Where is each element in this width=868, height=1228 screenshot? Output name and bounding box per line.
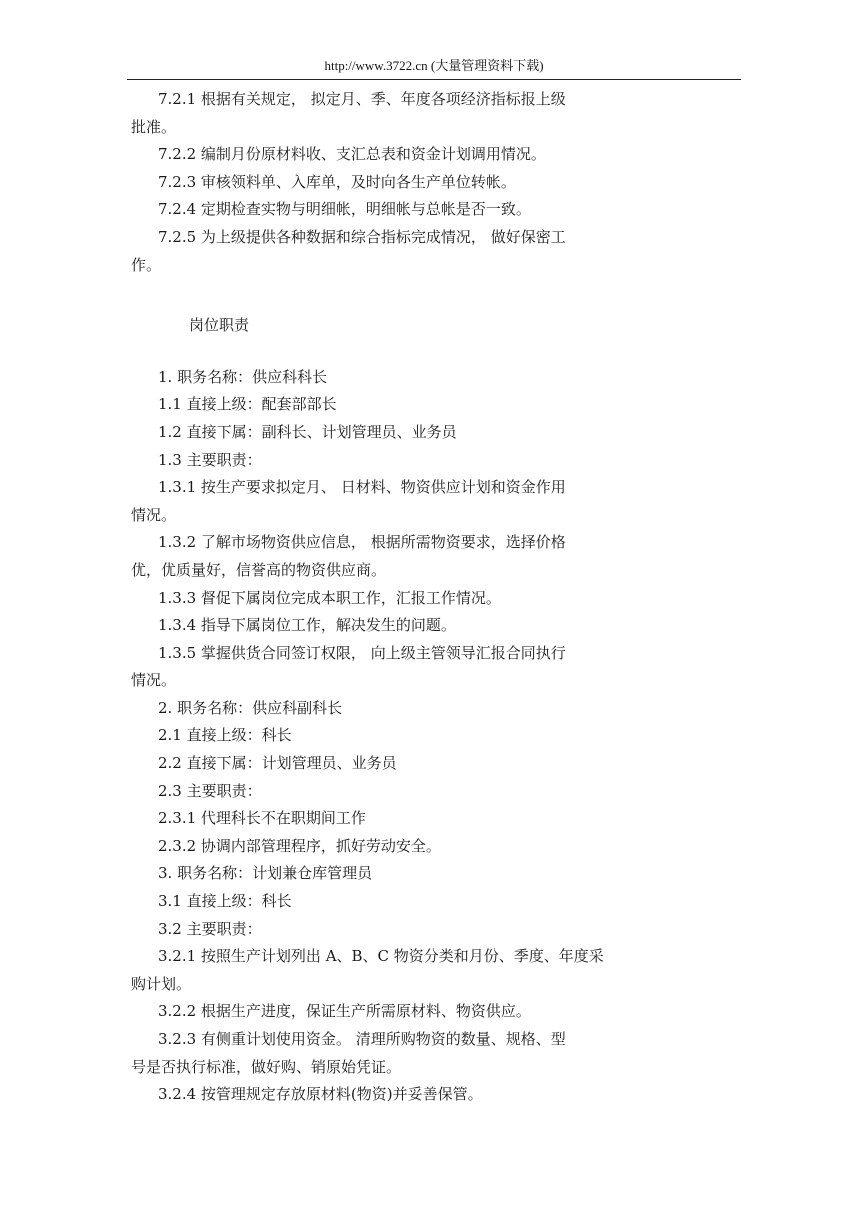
paragraph-line: 2.2 直接下属：计划管理员、业务员 (158, 754, 397, 773)
paragraph-line: 1.3.2 了解市场物资供应信息， 根据所需物资要求，选择价格 (158, 533, 566, 552)
paragraph-line: 3.2.1 按照生产计划列出 A、B、C 物资分类和月份、季度、年度采 (158, 947, 604, 966)
paragraph-line: 3.2.4 按管理规定存放原材料(物资)并妥善保管。 (158, 1085, 483, 1104)
paragraph-line: 2.3.1 代理科长不在职期间工作 (158, 809, 366, 828)
paragraph-line: 3.2.3 有侧重计划使用资金。 清理所购物资的数量、规格、型 (158, 1030, 566, 1048)
page-header: http://www.3722.cn (大量管理资料下载) (324, 58, 544, 73)
document-body (131, 86, 611, 1109)
paragraph-line: 7.2.1 根据有关规定， 拟定月、季、年度各项经济指标报上级 (158, 90, 566, 108)
paragraph-line: 3.2.2 根据生产进度，保证生产所需原材料、物资供应。 (158, 1002, 531, 1021)
paragraph-line: 7.2.3 审核领料单、入库单，及时向各生产单位转帐。 (158, 172, 516, 191)
paragraph-line: 批准。 (131, 117, 177, 136)
paragraph-line: 1. 职务名称：供应科科长 (158, 367, 328, 386)
paragraph-line: 2. 职务名称：供应科副科长 (158, 698, 343, 717)
paragraph-line: 情况。 (131, 505, 177, 524)
paragraph-line: 情况。 (131, 671, 177, 690)
paragraph-line: 号是否执行标准，做好购、销原始凭证。 (131, 1057, 402, 1076)
paragraph-line: 优，优质量好，信誉高的物资供应商。 (131, 560, 387, 579)
paragraph-line: 7.2.2 编制月份原材料收、支汇总表和资金计划调用情况。 (158, 145, 546, 164)
paragraph-line: 3.1 直接上级：科长 (158, 892, 292, 911)
paragraph-line: 1.3 主要职责： (158, 450, 262, 469)
header-rule (127, 79, 741, 80)
paragraph-line: 3.2 主要职责： (158, 919, 262, 938)
paragraph-line: 7.2.5 为上级提供各种数据和综合指标完成情况， 做好保密工 (158, 227, 566, 246)
paragraph-line: 购计划。 (131, 974, 192, 993)
paragraph-line: 2.1 直接上级：科长 (158, 726, 292, 745)
paragraph-line: 1.1 直接上级：配套部部长 (158, 395, 337, 414)
paragraph-line: 2.3.2 协调内部管理程序，抓好劳动安全。 (158, 836, 441, 855)
paragraph-line: 1.2 直接下属：副科长、计划管理员、业务员 (158, 422, 457, 441)
paragraph-line: 1.3.3 督促下属岗位完成本职工作，汇报工作情况。 (158, 588, 501, 607)
paragraph-line: 1.3.1 按生产要求拟定月、 日材料、物资供应计划和资金作用 (158, 478, 566, 497)
paragraph-line: 1.3.4 指导下属岗位工作，解决发生的问题。 (158, 616, 456, 635)
paragraph-line: 2.3 主要职责： (158, 781, 262, 800)
paragraph-line: 3. 职务名称：计划兼仓库管理员 (158, 864, 373, 883)
paragraph-line: 作。 (131, 255, 162, 274)
paragraph-line: 1.3.5 掌握供货合同签订权限， 向上级主管领导汇报合同执行 (158, 643, 566, 662)
paragraph-line: 7.2.4 定期检查实物与明细帐，明细帐与总帐是否一致。 (158, 200, 531, 219)
section-title: 岗位职责 (189, 316, 250, 335)
